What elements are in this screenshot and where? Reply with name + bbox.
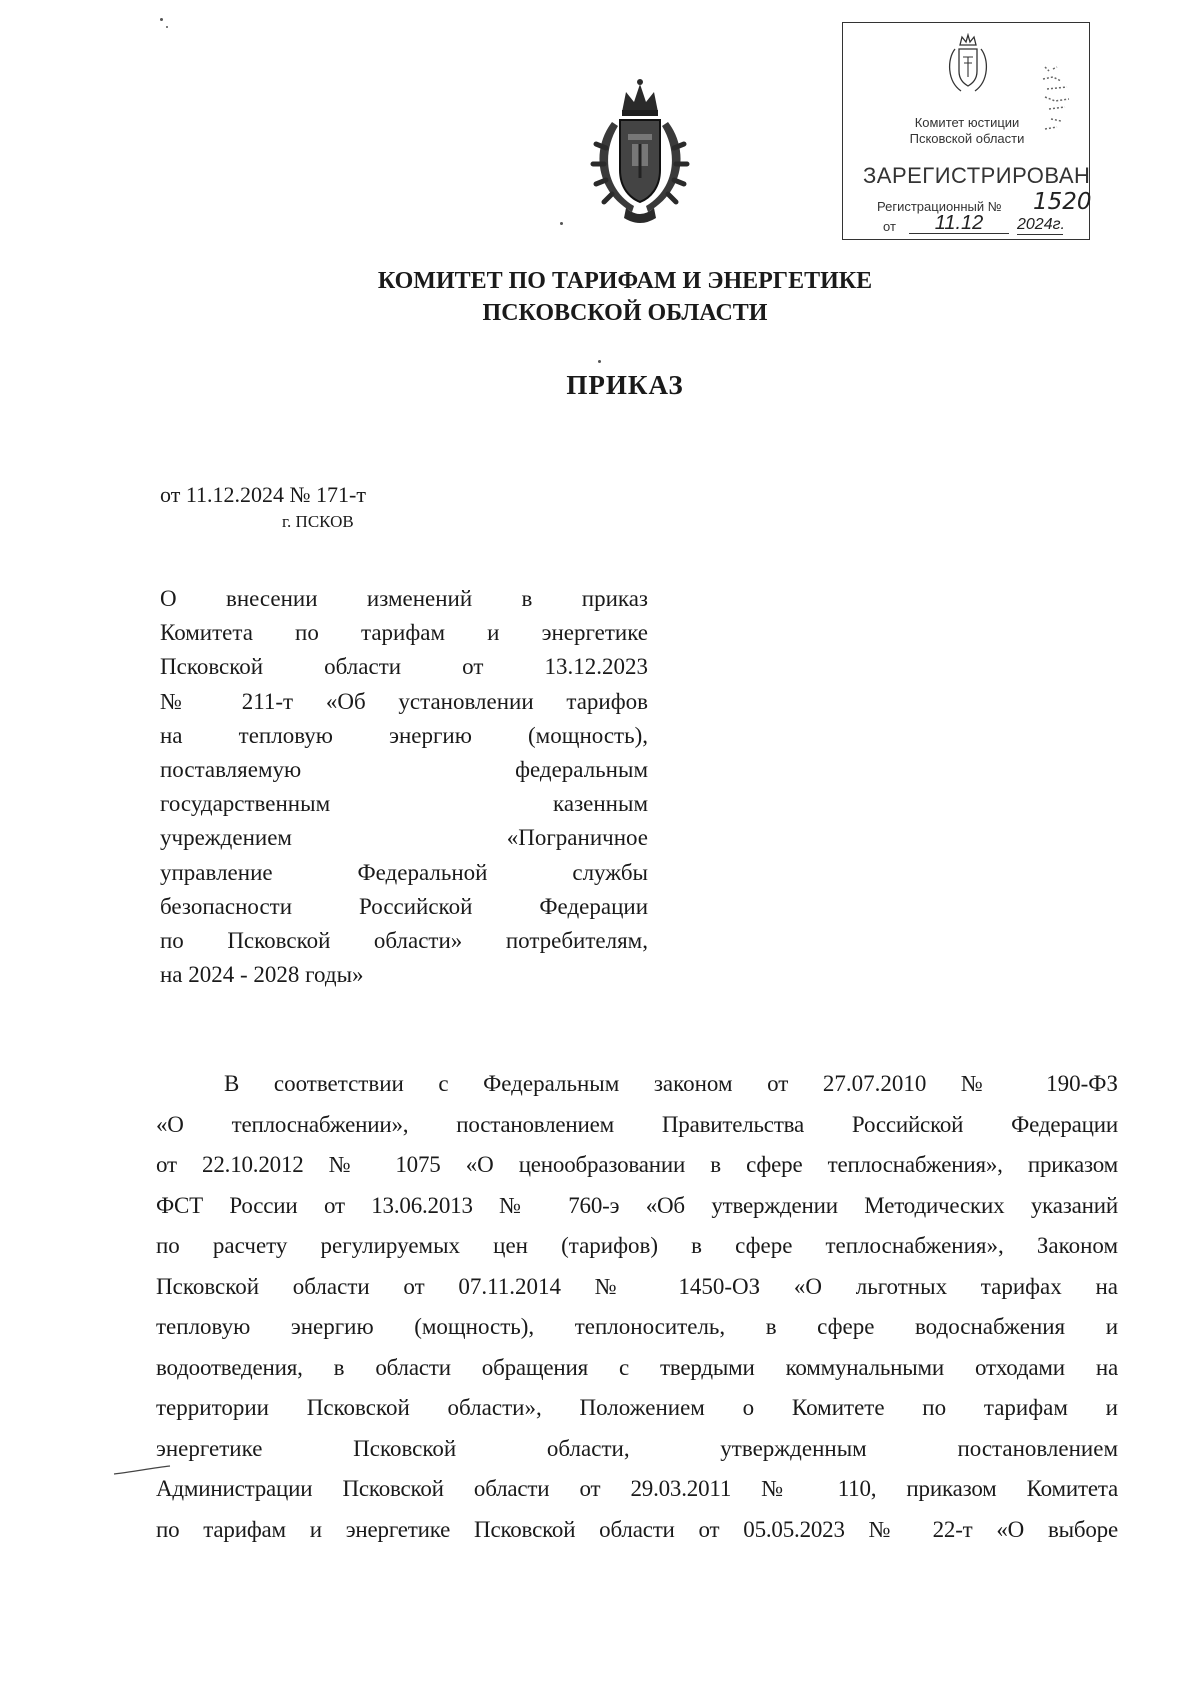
stamp-date-value: 11.12 (909, 213, 1009, 234)
body-line: тепловую энергию (мощность), теплоноситель, в сфере водоснабжения и (156, 1314, 1118, 1339)
committee-name-line1: КОМИТЕТ ПО ТАРИФАМ И ЭНЕРГЕТИКЕ (377, 268, 873, 294)
stamp-registration-label: Регистрационный № (877, 199, 1002, 214)
subject-line: по Псковской области» потребителям, (160, 927, 648, 953)
body-line: территории Псковской области», Положением о Комитете по тарифам и (156, 1395, 1118, 1420)
document-type-title: ПРИКАЗ (566, 370, 684, 400)
body-line: Администрации Псковской области от 29.03.2011 № 110, приказом Комитета (156, 1476, 1118, 1501)
body-line: водоотведения, в области обращения с твердыми коммунальными отходами на (156, 1354, 1118, 1380)
body-line: от 22.10.2012 № 1075 «О ценообразовании в сфере теплоснабжения», приказом (156, 1152, 1118, 1177)
subject-line: О внесении изменений в приказ (160, 586, 648, 611)
stamp-status: ЗАРЕГИСТРИРОВАН (863, 163, 1091, 188)
scan-speck (166, 26, 168, 28)
subject-line: поставляемую федеральным (160, 756, 648, 782)
body-line: по расчету регулируемых цен (тарифов) в сфере теплоснабжения», Законом (156, 1233, 1118, 1258)
registration-stamp (842, 22, 1090, 240)
stamp-org-line1: Комитет юстиции (914, 115, 1020, 130)
order-date-number: от 11.12.2024 № 171-т (160, 482, 366, 507)
subject-line: управление Федеральной службы (160, 859, 648, 885)
coat-of-arms-emblem (582, 78, 698, 223)
subject-line: на 2024 - 2028 годы» (160, 962, 364, 988)
stamp-registration-number: 1520 (1033, 189, 1092, 215)
stamp-year: 2024г. (1017, 216, 1065, 233)
subject-line: учреждением «Пограничное (160, 825, 648, 851)
order-city: г. ПСКОВ (282, 512, 354, 531)
margin-pen-stroke (112, 1464, 172, 1476)
body-paragraph (156, 1064, 1118, 1550)
scan-speck (560, 222, 563, 225)
committee-name-line2: ПСКОВСКОЙ ОБЛАСТИ (482, 300, 768, 326)
body-line: В соответствии с Федеральным законом от 27.07.2010 № 190-ФЗ (224, 1071, 1118, 1096)
stamp-emblem-icon (943, 33, 993, 95)
scan-speck (598, 360, 601, 363)
subject-line: Псковской области от 13.12.2023 (160, 654, 648, 680)
body-line: Псковской области от 07.11.2014 № 1450-ОЗ «О льготных тарифах на (156, 1273, 1118, 1299)
subject-line: на тепловую энергию (мощность), (160, 722, 648, 748)
subject-line: безопасности Российской Федерации (160, 893, 648, 919)
subject-line: государственным казенным (160, 791, 648, 817)
body-line: «О теплоснабжении», постановлением Правительства Российской Федерации (156, 1111, 1118, 1137)
subject-line: Комитета по тарифам и энергетике (160, 620, 648, 646)
subject-line: № 211-т «Об установлении тарифов (160, 688, 648, 714)
scan-speck (160, 18, 163, 21)
body-line: по тарифам и энергетике Псковской области от 05.05.2023 № 22-т «О выборе (156, 1516, 1118, 1542)
order-subject (160, 582, 648, 992)
stamp-org-line2: Псковской области (909, 131, 1025, 146)
body-line: энергетике Псковской области, утвержденным постановлением (156, 1435, 1118, 1461)
stamp-date-prefix: от (883, 219, 896, 234)
body-line: ФСТ России от 13.06.2013 № 760-э «Об утверждении Методических указаний (156, 1192, 1118, 1218)
